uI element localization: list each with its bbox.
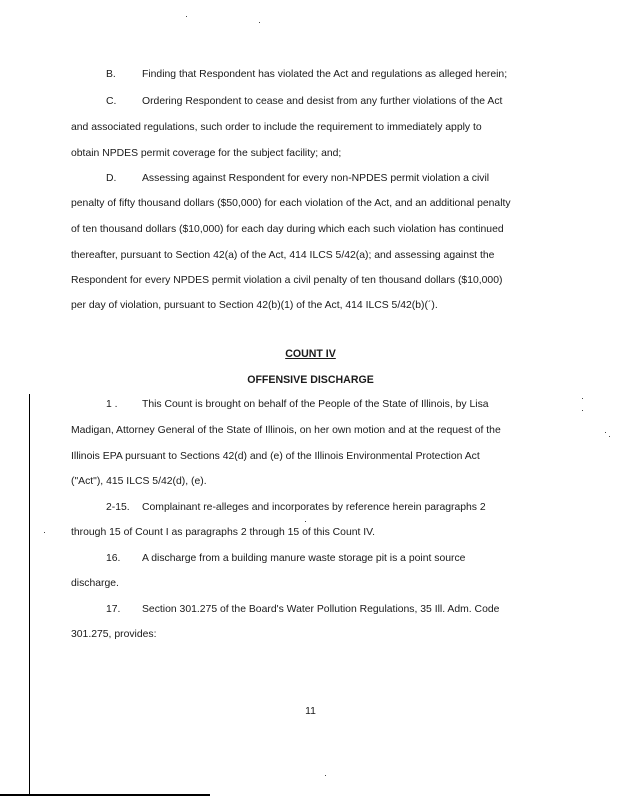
paragraph-1-line-2: Madigan, Attorney General of the State of Illinois, on her own motion and at the request of the xyxy=(71,425,501,436)
scan-speck xyxy=(325,775,326,776)
paragraph-c-line-1: Ordering Respondent to cease and desist from any further violations of the Act xyxy=(142,96,503,107)
paragraph-d-line-2: penalty of fifty thousand dollars ($50,000) for each violation of the Act, and an additional penalty xyxy=(71,198,511,209)
count-title: COUNT IV xyxy=(285,348,336,360)
scan-speck xyxy=(44,532,45,533)
paragraph-d-line-4: thereafter, pursuant to Section 42(a) of the Act, 414 ILCS 5/42(a); and assessing against the xyxy=(71,250,495,261)
scan-speck xyxy=(582,410,583,411)
paragraph-1-line-1: This Count is brought on behalf of the People of the State of Illinois, by Lisa xyxy=(142,399,489,410)
paragraph-1-line-3: Illinois EPA pursuant to Sections 42(d) and (e) of the Illinois Environmental Protection Act xyxy=(71,451,480,462)
paragraph-17-line-1: Section 301.275 of the Board's Water Pollution Regulations, 35 Ill. Adm. Code xyxy=(142,604,500,615)
paragraph-d-line-3: of ten thousand dollars ($10,000) for each day during which each such violation has continued xyxy=(71,224,504,235)
paragraph-b-label: B. xyxy=(106,69,116,80)
paragraph-17-number: 17. xyxy=(106,604,121,615)
scan-speck xyxy=(609,436,610,437)
scan-speck xyxy=(305,521,306,522)
scan-speck xyxy=(605,432,606,433)
paragraph-16-line-1: A discharge from a building manure waste storage pit is a point source xyxy=(142,553,466,564)
paragraph-16-line-2: discharge. xyxy=(71,578,119,589)
paragraph-d-label: D. xyxy=(106,173,117,184)
paragraph-2-15-line-2: through 15 of Count I as paragraphs 2 through 15 of this Count IV. xyxy=(71,527,376,538)
page-number: 11 xyxy=(305,706,316,717)
paragraph-1-line-4: ("Act"), 415 ILCS 5/42(d), (e). xyxy=(71,476,207,487)
scan-speck xyxy=(582,398,583,399)
paragraph-1-number: 1 . xyxy=(106,399,118,410)
left-margin-rule xyxy=(29,394,30,796)
paragraph-2-15-line-1: Complainant re-alleges and incorporates by reference herein paragraphs 2 xyxy=(142,502,486,513)
paragraph-c-label: C. xyxy=(106,96,117,107)
count-subtitle: OFFENSIVE DISCHARGE xyxy=(247,374,374,386)
paragraph-c-line-2: and associated regulations, such order to include the requirement to immediately apply to xyxy=(71,122,482,133)
paragraph-d-line-1: Assessing against Respondent for every non-NPDES permit violation a civil xyxy=(142,173,490,184)
paragraph-16-number: 16. xyxy=(106,553,121,564)
paragraph-c-line-3: obtain NPDES permit coverage for the subject facility; and; xyxy=(71,148,342,159)
paragraph-d-line-6: per day of violation, pursuant to Section 42(b)(1) of the Act, 414 ILCS 5/42(b)(´). xyxy=(71,300,438,311)
scan-speck xyxy=(186,16,187,17)
paragraph-d-line-5: Respondent for every NPDES permit violation a civil penalty of ten thousand dollars ($10,000) xyxy=(71,275,503,286)
paragraph-2-15-number: 2-15. xyxy=(106,502,130,513)
scan-speck xyxy=(259,22,260,23)
paragraph-b-text: Finding that Respondent has violated the Act and regulations as alleged herein; xyxy=(142,69,508,80)
paragraph-17-line-2: 301.275, provides: xyxy=(71,629,157,640)
bottom-rule xyxy=(0,794,210,796)
